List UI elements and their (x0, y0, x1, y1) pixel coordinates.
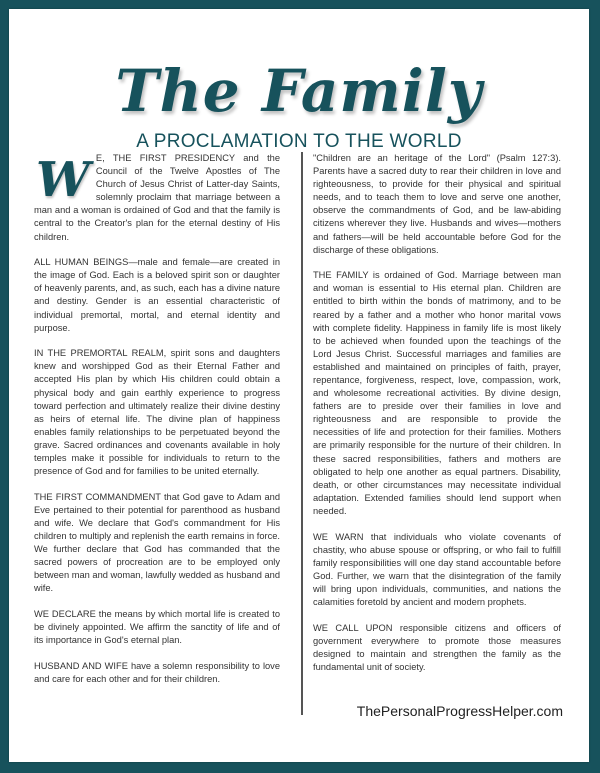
paragraph-we-warn: WE WARN that individuals who violate covenants of chastity, who abuse spouse or offspring, or who fail to fulfill family responsibilities will one day stand accountable before God. Further, we warn that the disintegration of the family will bring upon individuals, communities, and nations the calamities foretold by ancient and modern prophets. (313, 531, 561, 607)
paragraph-the-family: THE FAMILY is ordained of God. Marriage between man and woman is essential to His eternal plan. Children are entitled to birth within the bonds of matrimony, and to be reared by a father and a mother who honor marital vows with complete fidelity. Happiness in family life is most likely to be achieved when founded upon the teachings of the Lord Jesus Christ. Successful marriages and families are established and maintained on principles of faith, prayer, repentance, forgiveness, respect, love, compassion, work, and wholesome recreational activities. By divine design, fathers are to preside over their families in love and righteousness and are responsible to provide the necessities of life and protection for their families. Mothers are primarily responsible for the nurture of their children. In these sacred responsibilities, fathers and mothers are obligated to help one another as equal partners. Disability, death, or other circumstances may necessitate individual adaptation. Extended families should lend support when needed. (313, 270, 561, 516)
right-column (313, 152, 561, 686)
column-divider (301, 152, 303, 715)
footer-website: ThePersonalProgressHelper.com (356, 703, 563, 719)
paragraph-children-heritage: "Children are an heritage of the Lord" (Psalm 127:3). Parents have a sacred duty to rear their children in love and righteousness, to provide for their physical and spiritual needs, and to teach them to love and serve one another, observe the commandments of God, and be law-abiding citizens wherever they live. Husbands and wives—mothers and fathers—will be held accountable before God for the discharge of these obligations. (313, 153, 561, 255)
paragraph-premortal-realm: IN THE PREMORTAL REALM, spirit sons and daughters knew and worshipped God as their Eternal Father and accepted His plan by which His children could obtain a physical body and gain earthly experience to progress toward perfection and ultimately realize their divine destiny as heirs of eternal life. The divine plan of happiness enables family relationships to be perpetuated beyond the grave. Sacred ordinances and covenants available in holy temples make it possible for individuals to return to the presence of God and for families to be united eternally. (34, 348, 280, 477)
paragraph-first-commandment: THE FIRST COMMANDMENT that God gave to Adam and Eve pertained to their potential for parenthood as husband and wife. We declare that God's commandment for His children to multiply and replenish the earth remains in force. We further declare that God has commanded that the sacred powers of procreation are to be employed only between man and woman, lawfully wedded as husband and wife. (34, 491, 281, 594)
paragraph-we-call-upon: WE CALL UPON responsible citizens and officers of government everywhere to promote those measures designed to maintain and strengthen the family as the fundamental unit of society. (313, 622, 561, 672)
left-column (34, 152, 280, 698)
page-title: The Family (115, 57, 483, 125)
dropcap: W (36, 152, 90, 208)
page-subtitle: A PROCLAMATION TO THE WORLD (136, 131, 462, 152)
paragraph-we-declare: WE DECLARE the means by which mortal life is created to be divinely appointed. We affirm the sanctity of life and of its importance in God's eternal plan. (34, 608, 280, 646)
paragraph-husband-wife: HUSBAND AND WIFE have a solemn responsibility to love and care for each other and for their children. (34, 660, 280, 684)
paragraph-intro: W E, THE FIRST PRESIDENCY and the Council of the Twelve Apostles of The Church of Jesus Christ of Latter-day Saints, solemnly proclaim that marriage between a man and a woman is ordained of God and that the family is central to the Creator's plan for the eternal destiny of His children. (34, 152, 280, 242)
paragraph-human-beings: ALL HUMAN BEINGS—male and female—are created in the image of God. Each is a beloved spirit son or daughter of heavenly parents, and, as such, each has a divine nature and destiny. Gender is an essential characteristic of individual premortal, mortal, and eternal identity and purpose. (34, 257, 280, 333)
